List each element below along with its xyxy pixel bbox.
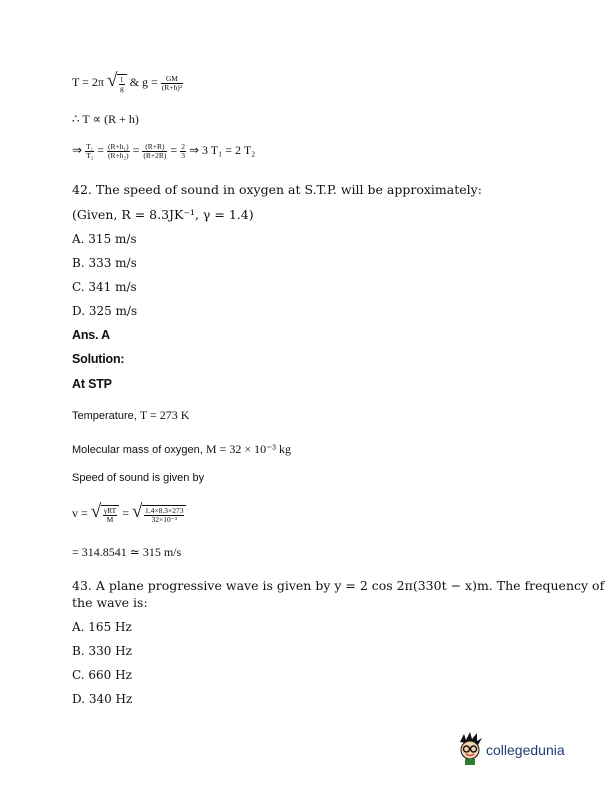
question-43-line1: 43. A plane progressive wave is given by y = 2 cos 2π(330t − x)m. The frequency of bbox=[72, 578, 605, 593]
q42-option-b: B. 333 m/s bbox=[72, 256, 137, 270]
q42-speed-formula: v = √ $\frac{\text{γRT}}{M}$ = √ $\frac{1.4\times 8.3\times 273}{\text{32×10⁻³}}$ bbox=[72, 505, 186, 523]
q42-stp-label: At STP bbox=[72, 377, 112, 391]
q42-answer: Ans. A bbox=[72, 328, 110, 342]
question-43-line2: the wave is: bbox=[72, 595, 148, 610]
q42-solution-label: Solution: bbox=[72, 352, 125, 366]
q43-option-d: D. 340 Hz bbox=[72, 692, 133, 706]
q43-option-a: A. 165 Hz bbox=[72, 620, 132, 634]
proportionality-line: ∴ T ∝ (R + h) bbox=[72, 112, 139, 126]
brand-name: collegedunia bbox=[486, 742, 565, 758]
q42-option-a: A. 315 m/s bbox=[72, 232, 137, 246]
q42-speed-text: Speed of sound is given by bbox=[72, 472, 205, 484]
question-42: 42. The speed of sound in oxygen at S.T.P. will be approximately: bbox=[72, 182, 482, 197]
q43-option-c: C. 660 Hz bbox=[72, 668, 132, 682]
q43-option-b: B. 330 Hz bbox=[72, 644, 132, 658]
q42-temperature: Temperature, T = 273 K bbox=[72, 408, 190, 422]
ratio-line: ⇒ $\frac{\text{T₁}}{\text{T₂}}$ = $\frac{\text{(R+h₁)}}{\text{(R+h₂)}}$ = $\frac{(R+R)}{(R+2R)}$ = $\frac{2}{3}$ ⇒ 3 T₁ = 2 T₂ bbox=[72, 142, 256, 160]
mascot-icon bbox=[456, 732, 484, 766]
q42-molecular-mass: Molecular mass of oxygen, M = 32 × 10⁻³ kg bbox=[72, 442, 292, 456]
q42-option-d: D. 325 m/s bbox=[72, 304, 138, 318]
q42-option-c: C. 341 m/s bbox=[72, 280, 137, 294]
q42-result: = 314.8541 ≃ 315 m/s bbox=[72, 545, 182, 559]
question-42-given: (Given, R = 8.3JK⁻¹, γ = 1.4) bbox=[72, 207, 254, 222]
collegedunia-logo bbox=[456, 730, 586, 770]
formula-period: T = 2π √ $\frac{l}{g}$ & g = $\frac{GM}{\text{(R+h)²}}$ bbox=[72, 70, 183, 93]
